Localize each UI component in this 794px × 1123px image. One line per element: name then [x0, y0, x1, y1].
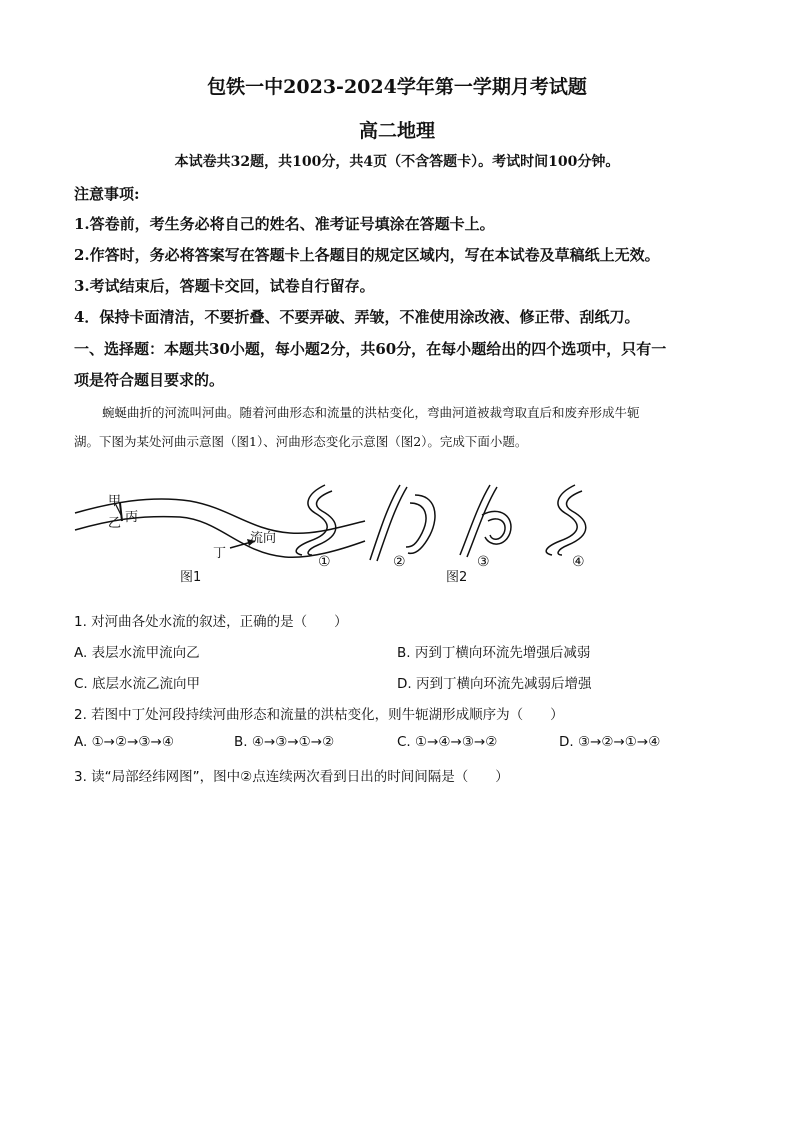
river-figure [70, 475, 630, 590]
passage-line1: 蜿蜒曲折的河流叫河曲。随着河曲形态和流量的洪枯变化，弯曲河道被裁弯取直后和废弃形成牛轭 [102, 405, 640, 420]
section-heading-line2: 项是符合题目要求的。 [74, 371, 225, 389]
question-1-option-a: A. 表层水流甲流向乙 [74, 645, 200, 661]
question-2-option-c: C. ①→④→③→② [397, 734, 498, 750]
exam-title: 包铁一中2023-2024学年第一学期月考试题 [207, 76, 587, 98]
question-2-option-b: B. ④→③→①→② [234, 734, 335, 750]
question-2-option-a: A. ①→②→③→④ [74, 734, 174, 750]
meander-sketch-3 [460, 485, 490, 555]
figure-2-caption-text: 图2 [446, 570, 468, 585]
label-jia: 甲 [108, 494, 122, 509]
exam-info: 本试卷共32题，共100分，共4页（不含答题卡）。考试时间100分钟。 [174, 154, 620, 170]
section-heading-line1: 一、选择题：本题共30小题，每小题2分，共60分，在每小题给出的四个选项中，只有一 [74, 340, 667, 358]
figure-1-caption-text: 图1 [180, 570, 202, 585]
sketch-label-4: ④ [572, 554, 585, 570]
question-1-option-b: B. 丙到丁横向环流先增强后减弱 [397, 645, 591, 661]
question-1-option-d: D. 丙到丁横向环流先减弱后增强 [397, 676, 592, 692]
sketch-label-1: ① [318, 554, 331, 570]
label-flow: 流向 [250, 531, 277, 546]
notice-item: 4．保持卡面清洁，不要折叠、不要弄破、弄皱，不准使用涂改液、修正带、刮纸刀。 [74, 308, 640, 326]
question-2-option-d: D. ③→②→①→④ [559, 734, 661, 750]
subject-title: 高二地理 [358, 120, 435, 142]
sketch-label-3: ③ [477, 554, 490, 570]
label-ding: 丁 [213, 546, 227, 561]
question-1-option-c: C. 底层水流乙流向甲 [74, 676, 201, 692]
notice-heading: 注意事项: [74, 185, 140, 203]
notice-item: 2.作答时，务必将答案写在答题卡上各题目的规定区域内，写在本试卷及草稿纸上无效。 [74, 246, 660, 264]
label-yi: 乙 [108, 516, 122, 531]
notice-item: 3.考试结束后，答题卡交回，试卷自行留存。 [74, 277, 375, 295]
meander-sketch-2 [370, 485, 400, 560]
question-3-stem: 3. 读“局部经纬网图”，图中②点连续两次看到日出的时间间隔是（ ） [74, 769, 509, 785]
notice-item: 1.答卷前，考生务必将自己的姓名、准考证号填涂在答题卡上。 [74, 215, 495, 233]
question-2-stem: 2. 若图中丁处河段持续河曲形态和流量的洪枯变化，则牛轭湖形成顺序为（ ） [74, 707, 564, 723]
label-bing: 丙 [125, 510, 139, 525]
question-1-stem: 1. 对河曲各处水流的叙述，正确的是（ ） [74, 614, 348, 630]
passage-line2: 湖。下图为某处河曲示意图（图1）、河曲形态变化示意图（图2）。完成下面小题。 [74, 434, 528, 449]
sketch-label-2: ② [393, 554, 406, 570]
